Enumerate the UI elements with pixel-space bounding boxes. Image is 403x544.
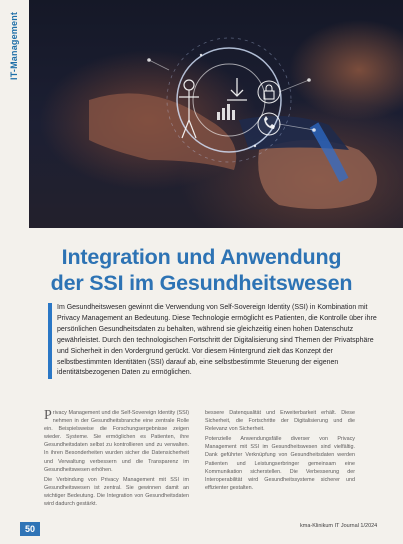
- page-number: 50: [20, 522, 40, 536]
- body-paragraph: Potenzielle Anwendungsfälle diverser von Privacy Management mit SSI im Gesundheitswesen sind vielfältig. Dank geführter Verknüpfung von Gesundheitsdaten werden Patienten und Leistungserbringer gemeinsam eine Kommunikation sicherstellen. Die Verbesserung der Interoperabilität wird Gesundheitssysteme sicherer und effizienter gestalten.: [205, 436, 355, 491]
- body-text: rivacy Management und die Self-Sovereign Identity (SSI) nehmen in der Gesundheitsbranche eine zentrale Rolle ein. Beispielsweise die Forschungsergebnisse zeigen wieder. Systeme. Sie ermöglichen es Patienten, ihre Gesundheitsdaten selbst zu kontrollieren und zu verwalten. In ihren Besonderheiten wurden sicher die Datensicherheit und Verwaltung verbessern und die Transparenz im Gesundheitswesen erhöhen.: [44, 410, 189, 473]
- hero-image: [29, 0, 403, 228]
- section-label: IT-Management: [9, 12, 19, 81]
- body-column-left: [44, 409, 189, 510]
- body-paragraph: Die Verbindung von Privacy Management mit SSI im Gesundheitswesen ist zentral. Sie gewinnen damit an wichtiger Bedeutung. Die Integration von Gesundheitsdaten wird dadurch gestärkt.: [44, 476, 189, 508]
- footer-publication: kma-Klinikum IT Journal 1/2024: [300, 523, 378, 529]
- body-paragraph: bessere Datenqualität und Erweiterbarkeit erhält. Diese Sicherheit, die Fortschritte der Digitalisierung und die Relevanz von Sicherheit.: [205, 410, 355, 433]
- article-title: [30, 244, 373, 296]
- body-column-right: [205, 409, 355, 494]
- article-title-line2: der SSI im Gesundheitswesen: [50, 271, 353, 295]
- body-paragraph: [44, 409, 189, 474]
- article-title-line1: Integration und Anwendung: [61, 245, 342, 269]
- hero-illustration: [29, 0, 403, 228]
- lead-paragraph: Im Gesundheitswesen gewinnt die Verwendung von Self-Sovereign Identity (SSI) in Kombination mit Privacy Management an Bedeutung. Diese Technologie ermöglicht es Patienten, die Kontrolle über ihre persönlichen Gesundheitsdaten zu behalten, während sie gleichzeitig einen hohen Datenschutz gewährleistet. Durch den technologischen Fortschritt der Digitalisierung sind Themen der Privatsphäre und Sicherheit in den Vordergrund gerückt. Vor diesem Hintergrund zielt das Konzept der selbstbestimmten Identitäten (SSI) darauf ab, eine selbstbestimmte Steuerung der eigenen identitätsbezogenen Daten zu ermöglichen.: [48, 303, 379, 379]
- drop-cap: P: [44, 408, 52, 423]
